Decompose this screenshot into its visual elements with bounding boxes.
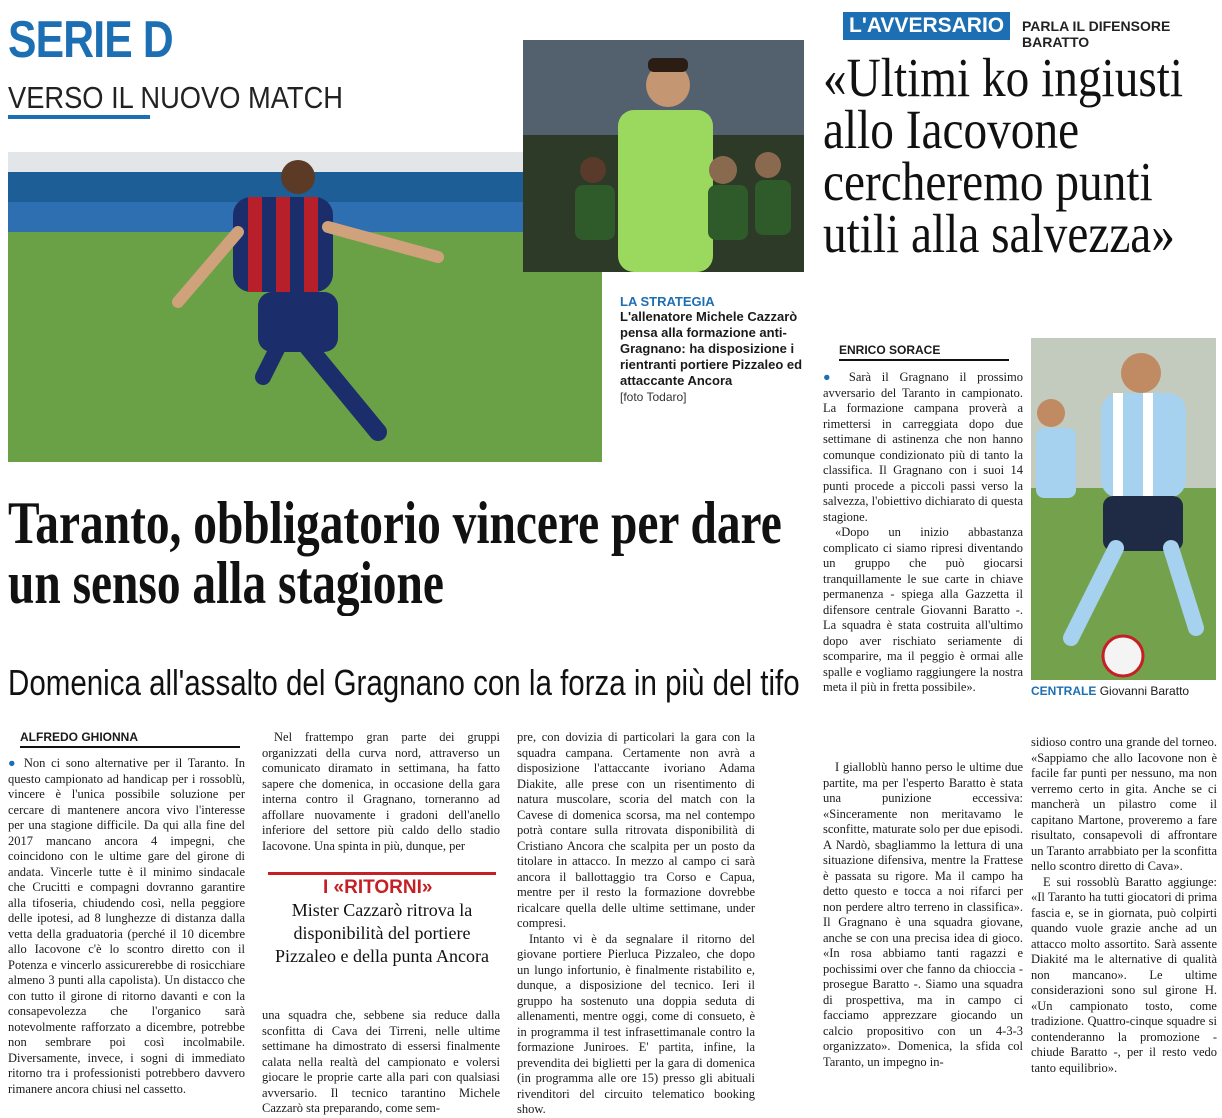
baratto-photo [1031,338,1216,680]
opponent-subtitle: PARLA IL DIFENSORE BARATTO [1022,18,1171,50]
caption-text: L'allenatore Michele Cazzarò pensa alla formazione anti-Gragnano: ha disposizione i rientranti portiere Pizzaleo ed attaccante Ancora [620,309,803,388]
article-paragraph-2: Nel frattempo gran parte dei gruppi organizzati della curva nord, attraverso un comunicato diramato in settimana, ha fatto sapere che domenica, in occasione della gara interna contro il Gragnano, torneranno ad affollare nuovamente i gradoni dell'anello inferiore del settore più caldo dello stadio Iacovone. Una spinta in più, dunque, per [262,730,500,853]
ritorni-text: Mister Cazzarò ritrova la disponibilità del portiere Pizzaleo e della punta Ancora [275,900,489,966]
byline-ghionna: ALFREDO GHIONNA [20,730,240,748]
bullet-icon: ● [8,756,24,770]
centrale-caption [1031,684,1189,698]
opponent-column-b [823,760,1023,1070]
opponent-column-c [1031,735,1217,1076]
article-paragraph-5: Intanto vi è da segnalare il ritorno del giovane portiere Pierluca Pizzaleo, che dopo un lungo infortunio, è finalmente ristabilito e, dunque, a disposizione del tecnico. Ieri il gruppo ha sostenuto una doppia seduta di allenamenti, mentre oggi, come di consueto, è in programma il test infrasettimanale contro la formazione Juniroes. E' partita, infine, la prevendita dei biglietti per la gara di domenica (in programma alle ore 15) presso gli abituali rivenditori del circuito telematico booking show. [517,931,755,1116]
opponent-paragraph-2: «Dopo un inizio abbastanza complicato ci siamo ripresi diventando un gruppo che può giocarsi tranquillamente le sue carte in chiave permanenza - spiega alla Gazzetta il difensore centrale Giovanni Baratto -. La squadra è stata costruita all'ultimo dopo aver rischiato seriamente di scomparire, ma il peggio è ormai alle spalle e vogliamo raggiungere la nostra meta il più in fretta possibile». [823,525,1023,694]
opponent-paragraph-1: Sarà il Gragnano il prossimo avversario del Taranto in campionato. La formazione campana proverà a rimettersi in carreggiata dopo due settimane di astinenza che non hanno comunque condizionato più di tanto la classifica. Il Gragnano con i suoi 14 punti procede a piccoli passi verso la salvezza, l'obiettivo dichiarato di questa stagione. [823,370,1023,524]
caption-tag: LA STRATEGIA [620,294,715,309]
article-paragraph-3: una squadra che, sebbene sia reduce dalla sconfitta di Cava dei Tirreni, nelle ultime settimane ha dimostrato di essersi finalmente calata nella realtà del campionato e volersi giocare le proprie carte alla pari con qualsiasi avversario. Il tecnico tarantino Michele Cazzarò sta preparando, come sem- [262,1008,500,1115]
ritorni-box [268,872,496,968]
article-column-2b [262,1008,500,1117]
coach-figure [523,40,804,272]
centrale-tag: CENTRALE [1031,684,1097,698]
opponent-paragraph-4: sidioso contro una grande del torneo. «Sappiamo che allo Iacovone non è facile far punti per nessuno, ma non verremo certo in gita. Anche se ci mancherà un pilastro come il capitano Martone, proveremo a fare risultato, consapevoli di affrontare un Taranto arrabbiato per la sconfitta nello scontro diretto di Cava». [1031,735,1217,873]
ritorni-tag: I «RITORNI» [323,877,433,898]
subheadline: Domenica all'assalto del Gragnano con la forza in più del tifo [8,662,800,703]
opponent-column-a [823,370,1023,696]
kicker-rule [8,115,150,119]
photo-caption [620,294,810,405]
quote-headline: «Ultimi ko ingiusti allo Iacovone cercheremo punti utili alla salvezza» [823,47,1184,264]
bullet-icon: ● [823,370,849,384]
article-column-2 [262,730,500,854]
byline-sorace: ENRICO SORACE [839,343,1009,361]
opponent-tag: L'AVVERSARIO [843,12,1010,40]
coach-photo [523,40,804,272]
opponent-paragraph-5: E sui rossoblù Baratto aggiunge: «Il Taranto ha tutti giocatori di prima fascia e, se in giornata, può colpirti quando vuole grazie anche ad un attacco molto assortito. Sarà assente Diakité ma le alternative di qualità non mancano». Le ultime considerazioni sono sul girone H. «Un campionato tosto, come tradizione. Quattro-cinque squadre si contenderanno la promozione - chiude Baratto -, per il resto vedo tanto equilibrio». [1031,874,1217,1075]
section-label: SERIE D [8,11,173,69]
article-column-1 [8,756,245,1097]
opponent-paragraph-3: I gialloblù hanno perso le ultime due partite, ma per l'esperto Baratto è stata una punizione eccessiva: «Sinceramente non meritavamo le sconfitte, maturate solo per due episodi. A Nardò, sbagliammo la lettura di una situazione difensiva, mentre la Frattese è passata su rigore. Ma il campo ha detto questo e tocca a noi rifarci per non perdere altro terreno in classifica». Il Gragnano è una squadra giovane, anche se con una precisa idea di gioco. «In rosa abbiamo tanti ragazzi e pochissimi over che fanno da chioccia - prosegue Baratto -. Siamo una squadra di prospettiva, ma in campo ci facciamo apprezzare giocando un calcio propositivo con un 4-3-3 organizzato». Domenica, la sfida col Taranto, un impegno in- [823,760,1023,1069]
article-paragraph-1: Non ci sono alternative per il Taranto. In questo campionato ad handicap per i rossoblù, vincere è l'unica possibile soluzione per cercare di mantenere ancora vivo l'interesse per una stagione difficile. Da qui alla fine del 2017 mancano ancora 4 impegni, che coincidono con le ultime gare del girone di andata. Vincerle tutte è il minimo sindacale che Crucitti e compagni dovranno garantire alla tifoseria, chiudendo così, nella peggiore delle ipotesi, ad 8 lunghezze di distanza dalla vetta della graduatoria (perché il 10 dicembre allo Iacovone c'è lo scontro diretto con il Potenza e vincerlo assicurerebbe di rosicchiare almeno 3 punti alla capolista). Un distacco che con tutto il girone di ritorno davanti e con la consapevolezza che l'organico sarà notevolmente rafforzato a dicembre, potrebbe non sembrare poi così incolmabile. Diversamente, invece, i sogni di immediato ritorno tra i professionisti potrebbero davvero rimanere ancora chiusi nel cassetto. [8,756,245,1096]
player-action-photo [8,152,602,462]
main-headline: Taranto, obbligatorio vincere per dare un senso alla stagione [8,490,782,616]
player-figure [8,152,602,462]
photo-credit: [foto Todaro] [620,390,687,404]
kicker: VERSO IL NUOVO MATCH [8,80,343,115]
article-column-3 [517,730,755,1118]
article-paragraph-4: pre, con dovizia di particolari la gara con la squadra campana. Certamente non avrà a disposizione l'attaccante ivoriano Adama Diakite, alle prese con un risentimento di natura muscolare, scoria del match con la Cavese di domenica scorsa, ma nel contempo potrà contare sulla ritrovata disponibilità di Cristiano Ancora che scalpita per un posto da titolare in attacco. In mezzo al campo ci sarà ancora il ballottaggio tra Corso e Capua, mentre per il resto la formazione dovrebbe ricalcare quella delle ultime settimane, under compresi. [517,730,755,930]
centrale-name: Giovanni Baratto [1099,684,1190,698]
baratto-figure [1031,338,1216,680]
